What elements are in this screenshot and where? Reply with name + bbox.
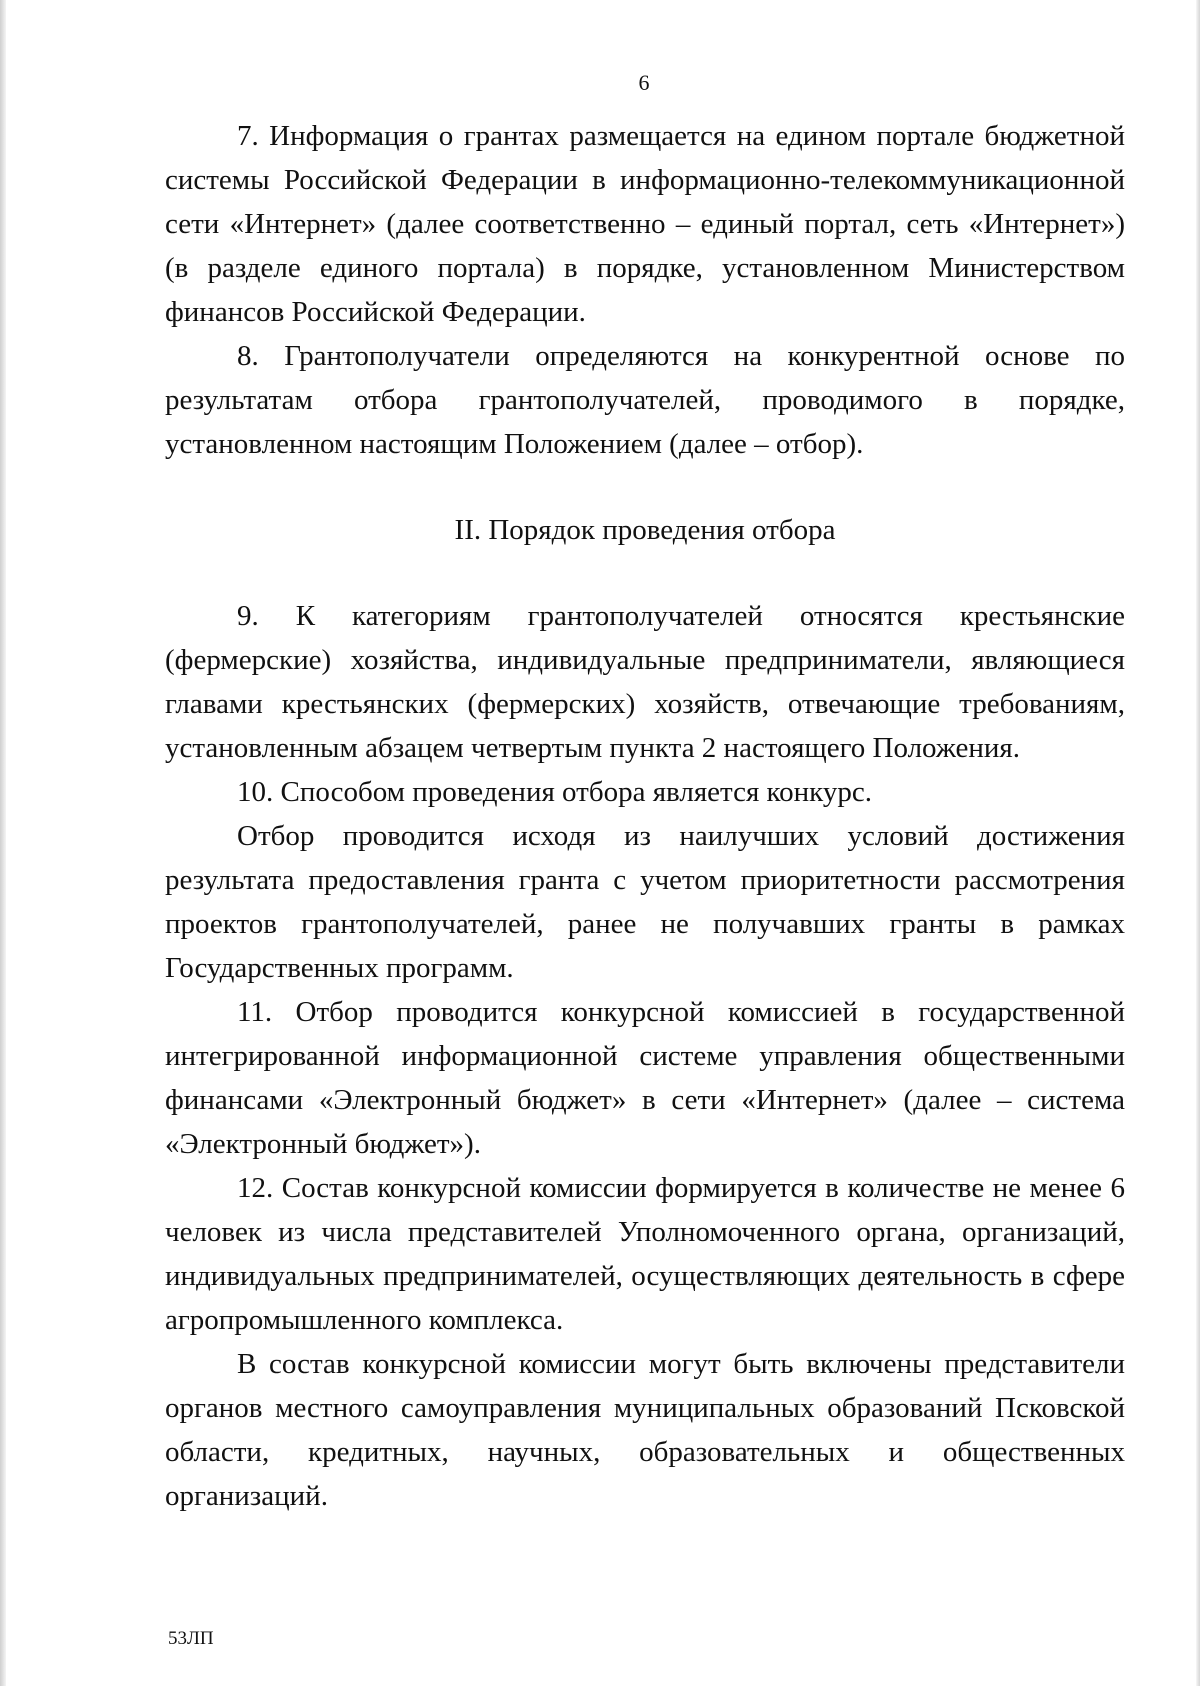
paragraph-12: 12. Состав конкурсной комиссии формируется в количестве не менее 6 человек из числа представителей Уполномоченного органа, организаций, индивидуальных предпринимателей, осуществляющих деятельность в сфере агропромышленного комплекса. <box>165 1172 1125 1336</box>
page-scan-edge-left <box>0 0 6 1686</box>
paragraph-9: 9. К категориям грантополучателей относятся крестьянские (фермерские) хозяйства, индивидуальные предприниматели, являющиеся главами крестьянских (фермерских) хозяйств, отвечающие требованиям, установленным абзацем четвертым пункта 2 настоящего Положения. <box>165 600 1125 764</box>
section-heading: II. Порядок проведения отбора <box>454 514 836 546</box>
footer-document-code: 53ЛП <box>168 1628 214 1649</box>
paragraph-10: 10. Способом проведения отбора является конкурс. <box>237 776 872 808</box>
page-scan-edge-right <box>1196 0 1200 1686</box>
document-body <box>165 114 1125 1518</box>
paragraph-11: 11. Отбор проводится конкурсной комиссией в государственной интегрированной информационной системе управления общественными финансами «Электронный бюджет» в сети «Интернет» (далее – система «Электронный бюджет»). <box>165 996 1125 1160</box>
page-number: 6 <box>638 70 650 95</box>
paragraph-10-continued: Отбор проводится исходя из наилучших условий достижения результата предоставления гранта с учетом приоритетности рассмотрения проектов грантополучателей, ранее не получавших гранты в рамках Государственных программ. <box>165 820 1125 984</box>
paragraph-7: 7. Информация о грантах размещается на едином портале бюджетной системы Российской Федерации в информационно-телекоммуникационной сети «Интернет» (далее соответственно – единый портал, сеть «Интернет») (в разделе единого портала) в порядке, установленном Министерством финансов Российской Федерации. <box>165 120 1125 328</box>
paragraph-12-continued: В состав конкурсной комиссии могут быть включены представители органов местного самоуправления муниципальных образований Псковской области, кредитных, научных, образовательных и общественных организаций. <box>165 1348 1125 1512</box>
paragraph-8: 8. Грантополучатели определяются на конкурентной основе по результатам отбора грантополучателей, проводимого в порядке, установленном настоящим Положением (далее – отбор). <box>165 340 1125 460</box>
